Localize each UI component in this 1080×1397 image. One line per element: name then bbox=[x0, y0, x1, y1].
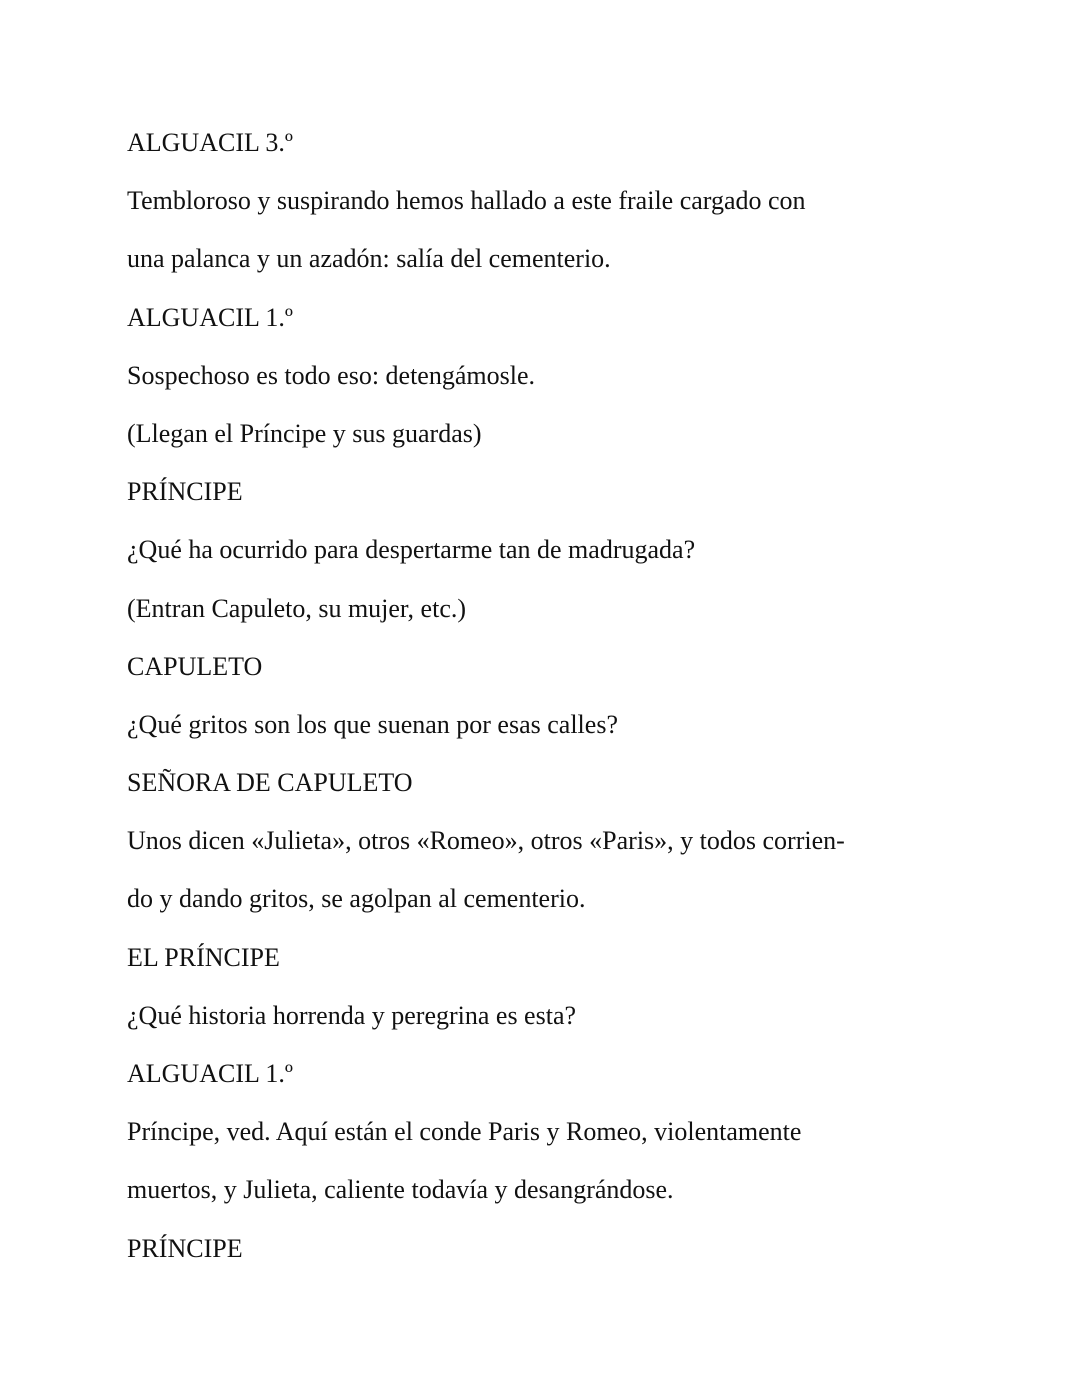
dialogue-line: ¿Qué historia horrenda y peregrina es esta? bbox=[127, 1000, 577, 1030]
speaker-name: PRÍNCIPE bbox=[127, 477, 243, 507]
dialogue-line: una palanca y un azadón: salía del cementerio. bbox=[127, 244, 611, 274]
speaker-name: EL PRÍNCIPE bbox=[127, 942, 280, 972]
speaker-name: PRÍNCIPE bbox=[127, 1233, 243, 1263]
stage-direction: (Entran Capuleto, su mujer, etc.) bbox=[127, 593, 467, 623]
dialogue-line: ¿Qué ha ocurrido para despertarme tan de madrugada? bbox=[127, 535, 696, 565]
play-text bbox=[127, 114, 987, 1278]
dialogue-line: Príncipe, ved. Aquí están el conde Paris y Romeo, violentamente bbox=[127, 1117, 802, 1147]
dialogue-line: Tembloroso y suspirando hemos hallado a este fraile cargado con bbox=[127, 186, 806, 216]
speaker-name: ALGUACIL 1.º bbox=[127, 1059, 293, 1088]
speaker-name: SEÑORA DE CAPULETO bbox=[127, 768, 413, 798]
dialogue-line: Sospechoso es todo eso: detengámosle. bbox=[127, 360, 535, 390]
dialogue-line: Unos dicen «Julieta», otros «Romeo», otros «Paris», y todos corrien- bbox=[127, 826, 845, 856]
speaker-name: ALGUACIL 1.º bbox=[127, 302, 293, 332]
dialogue-line: do y dando gritos, se agolpan al cementerio. bbox=[127, 884, 586, 914]
dialogue-line: muertos, y Julieta, caliente todavía y desangrándose. bbox=[127, 1175, 674, 1205]
speaker-name: ALGUACIL 3.º bbox=[127, 128, 293, 157]
dialogue-line: ¿Qué gritos son los que suenan por esas calles? bbox=[127, 709, 618, 739]
stage-direction: (Llegan el Príncipe y sus guardas) bbox=[127, 418, 482, 448]
speaker-name: CAPULETO bbox=[127, 651, 263, 681]
